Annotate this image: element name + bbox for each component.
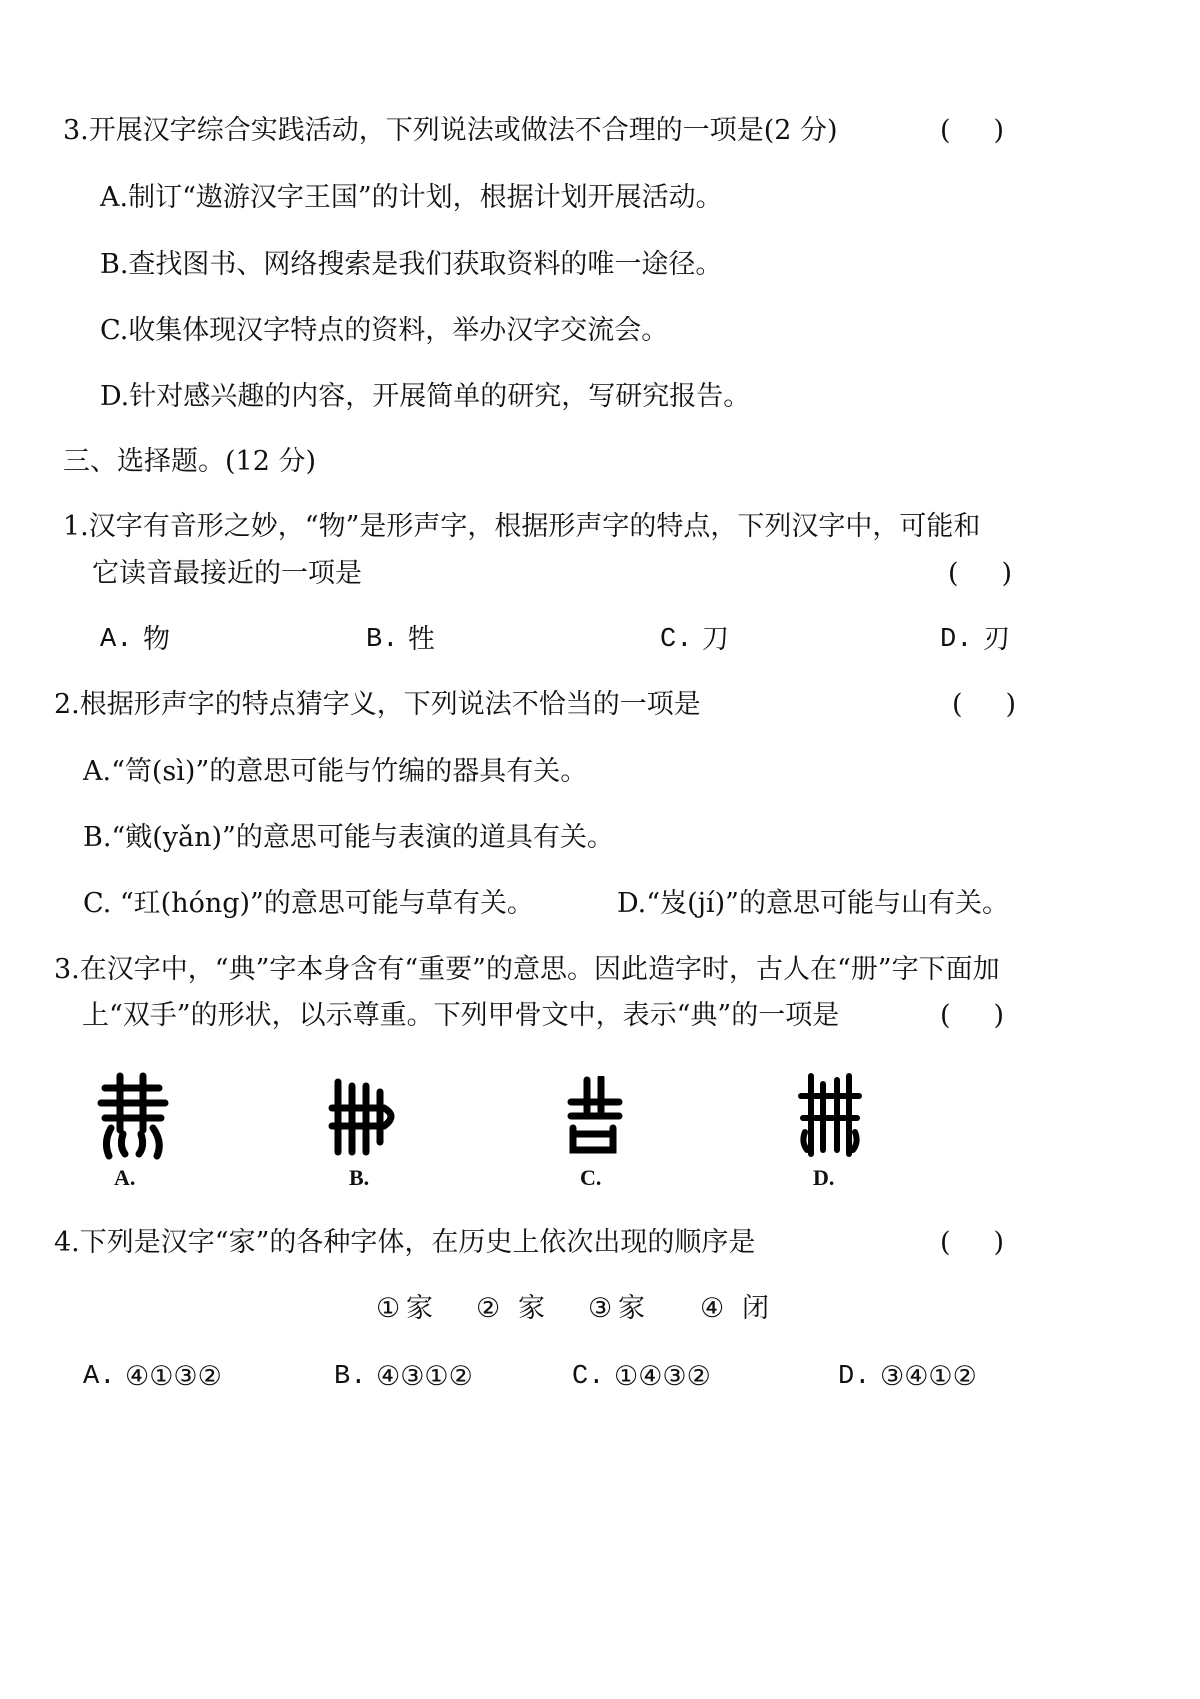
q1-option-d-letter: D.	[940, 625, 973, 655]
q1-stem-line1: 1.汉字有音形之妙，“物”是形声字，根据形声字的特点，下列汉字中，可能和	[63, 511, 981, 542]
q2-stem: 2.根据形声字的特点猜字义，下列说法不恰当的一项是	[54, 689, 701, 720]
q4-stem: 4.下列是汉字“家”的各种字体，在历史上依次出现的顺序是	[54, 1227, 756, 1258]
q3-stem-line2: 上“双手”的形状，以示尊重。下列甲骨文中，表示“典”的一项是	[82, 1000, 840, 1031]
oracle-glyph-b-label: B.	[349, 1165, 370, 1190]
oracle-glyph-d-label: D.	[813, 1165, 835, 1190]
q2-option-d: D.“岌(jí)”的意思可能与山有关。	[617, 888, 1009, 919]
q3-prev-stem: 3.开展汉字综合实践活动，下列说法或做法不合理的一项是(2 分)	[63, 115, 838, 146]
oracle-glyph-a-image	[95, 1070, 170, 1160]
q3-prev-option-a: A.制订“遨游汉字王国”的计划，根据计划开展活动。	[100, 182, 723, 213]
q1-option-a-letter: A.	[100, 625, 133, 655]
q4-option-c-text: ①④③②	[614, 1361, 711, 1392]
q1-answer-paren[interactable]: ( )	[948, 558, 1012, 589]
q3-prev-answer-paren[interactable]: ( )	[940, 115, 1004, 146]
q2-option-c: C. “玒(hóng)”的意思可能与草有关。	[83, 888, 534, 919]
q3-stem-line1: 3.在汉字中，“典”字本身含有“重要”的意思。因此造字时，古人在“册”字下面加	[54, 954, 1000, 985]
q4-answer-paren[interactable]: ( )	[940, 1227, 1004, 1258]
q1-option-c-text: 刀	[702, 624, 729, 655]
q3-prev-option-c: C.收集体现汉字特点的资料，举办汉字交流会。	[100, 315, 669, 346]
q2-option-a: A.“笥(sì)”的意思可能与竹编的器具有关。	[83, 756, 588, 787]
q1-stem-line2: 它读音最接近的一项是	[92, 558, 362, 589]
q4-form-3-char: 家	[618, 1293, 645, 1324]
q4-form-4-char: 闭	[742, 1293, 769, 1324]
oracle-glyph-a-label: A.	[114, 1165, 136, 1190]
oracle-glyph-c-label: C.	[580, 1165, 602, 1190]
q4-form-1-num: ①	[376, 1293, 401, 1324]
q1-option-d-text: 刃	[983, 624, 1010, 655]
q4-option-d-letter: D.	[838, 1362, 871, 1392]
oracle-glyph-b-image	[328, 1076, 400, 1158]
q4-form-4-num: ④	[700, 1293, 725, 1324]
q4-option-a-letter: A.	[83, 1362, 116, 1392]
q3-prev-option-b: B.查找图书、网络搜索是我们获取资料的唯一途径。	[100, 249, 723, 280]
oracle-glyph-c-image	[565, 1076, 625, 1158]
q4-form-1-char: 家	[406, 1293, 433, 1324]
q4-option-d-text: ③④①②	[880, 1361, 977, 1392]
q4-option-a-text: ④①③②	[125, 1361, 222, 1392]
q2-answer-paren[interactable]: ( )	[952, 689, 1016, 720]
section-title: 三、选择题。(12 分)	[63, 446, 317, 477]
q2-option-b: B.“戭(yǎn)”的意思可能与表演的道具有关。	[83, 822, 614, 853]
q4-option-b-text: ④③①②	[376, 1361, 473, 1392]
q1-option-a-text: 物	[143, 624, 170, 655]
q3-answer-paren[interactable]: ( )	[940, 1000, 1004, 1031]
q4-form-2-char: 家	[518, 1293, 545, 1324]
q4-form-2-num: ②	[476, 1293, 501, 1324]
q1-option-b-text: 牲	[408, 624, 435, 655]
q4-option-b-letter: B.	[334, 1362, 367, 1392]
oracle-glyph-d-image	[797, 1070, 862, 1160]
q4-form-3-num: ③	[588, 1293, 613, 1324]
q1-option-b-letter: B.	[366, 625, 399, 655]
q4-option-c-letter: C.	[572, 1362, 605, 1392]
q3-prev-option-d: D.针对感兴趣的内容，开展简单的研究，写研究报告。	[100, 381, 751, 412]
q1-option-c-letter: C.	[660, 625, 693, 655]
